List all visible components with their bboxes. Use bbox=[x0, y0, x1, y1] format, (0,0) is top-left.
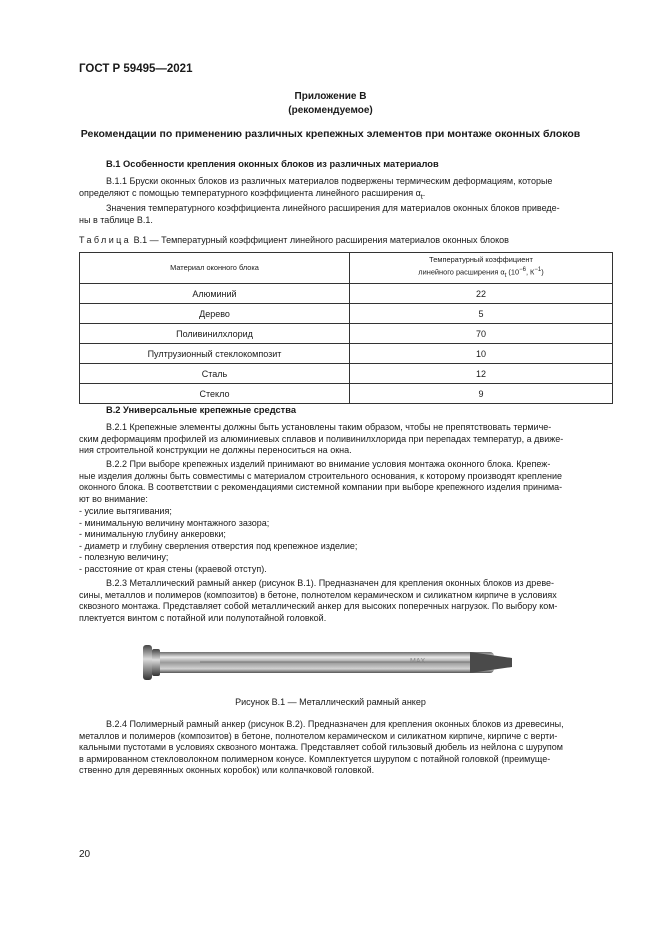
header-text: ) bbox=[541, 267, 544, 277]
material-cell: Сталь bbox=[80, 364, 350, 384]
text-line: ные изделия должны быть совместимы с материалом строительного основания, к которому производят крепление bbox=[79, 470, 563, 481]
value-cell: 70 bbox=[350, 324, 613, 344]
list-item: - минимальную величину монтажного зазора; bbox=[79, 517, 270, 528]
page-number: 20 bbox=[79, 849, 91, 860]
header-text: линейного расширения α bbox=[418, 267, 505, 277]
text-segment: определяют с помощью температурного коэффициента линейного расширения α bbox=[79, 187, 421, 198]
value-cell: 10 bbox=[350, 344, 613, 364]
paragraph-b2-1 bbox=[79, 422, 614, 457]
table-row bbox=[80, 304, 613, 324]
list-item: - полезную величину; bbox=[79, 552, 169, 563]
alpha-subscript: t bbox=[420, 193, 423, 201]
anchor-engraving: MAX bbox=[410, 658, 426, 665]
figure-caption: Рисунок В.1 — Металлический рамный анкер bbox=[235, 697, 426, 707]
material-cell: Алюминий bbox=[80, 284, 350, 304]
table-caption-text: В.1 — Температурный коэффициент линейного расширения материалов оконных блоков bbox=[133, 235, 509, 245]
annex-title bbox=[0, 90, 661, 118]
value-cell: 12 bbox=[350, 364, 613, 384]
list-item: - минимальную глубину анкеровки; bbox=[79, 529, 226, 540]
text-line: Значения температурного коэффициента линейного расширения для материалов оконных блоков приведе- bbox=[106, 202, 560, 213]
text-line: ют во внимание: bbox=[79, 493, 148, 504]
table-row bbox=[80, 384, 613, 404]
header-line: Температурный коэффициент bbox=[429, 255, 533, 265]
text-line: В.2.2 При выборе крепежных изделий принимают во внимание условия монтажа оконного блока. Крепеж- bbox=[106, 459, 551, 469]
text-line: В.2.3 Металлический рамный анкер (рисунок В.1). Предназначен для крепления оконных блоков из древе- bbox=[106, 578, 555, 588]
material-cell: Пултрузионный стеклокомпозит bbox=[80, 344, 350, 364]
paragraph-b2-2 bbox=[79, 459, 614, 505]
table-header-row bbox=[80, 253, 613, 284]
list-item: - усилие вытягивания; bbox=[79, 506, 172, 516]
table-label: Таблица bbox=[79, 235, 132, 245]
paragraph-b2-3 bbox=[79, 578, 614, 624]
coefficient-column-header bbox=[350, 253, 613, 284]
table-row bbox=[80, 284, 613, 304]
value-cell: 22 bbox=[350, 284, 613, 304]
text-line: плектуется винтом с потайной или полупотайной головкой. bbox=[79, 612, 327, 623]
anchor-head bbox=[143, 645, 152, 680]
section-b2-heading: В.2 Универсальные крепежные средства bbox=[106, 405, 296, 415]
text-line bbox=[79, 188, 614, 203]
text-line: в армированном стекловолокном полимерном конусе. Комплектуется шурупом с потайной головкой (преимуще- bbox=[79, 753, 551, 764]
text-line: В.1.1 Бруски оконных блоков из различных материалов подвержены термическим деформациям, которые bbox=[106, 176, 553, 186]
header-superscript: −6 bbox=[519, 267, 526, 274]
table-row bbox=[80, 364, 613, 384]
text-line: ны в таблице В.1. bbox=[79, 214, 153, 225]
table-caption bbox=[79, 235, 509, 245]
material-cell: Дерево bbox=[80, 304, 350, 324]
material-cell: Стекло bbox=[80, 384, 350, 404]
annex-label: Приложение В bbox=[294, 91, 367, 102]
text-line: В.2.4 Полимерный рамный анкер (рисунок В.2). Предназначен для крепления оконных блоков из древесины, bbox=[106, 719, 564, 729]
paragraph-b1-1 bbox=[79, 176, 614, 226]
value-cell: 9 bbox=[350, 384, 613, 404]
text-line: металлов и полимеров (композитов) в бетоне, полнотелом керамическом и силикатном кирпиче, кирпиче с верти- bbox=[79, 730, 558, 741]
list-item: - расстояние от края стены (краевой отступ). bbox=[79, 563, 267, 574]
anchor-tip bbox=[470, 652, 512, 673]
text-line: ским деформациям профилей из алюминиевых сплавов и поливинилхлорида при перепадах температур, а движе- bbox=[79, 433, 564, 444]
text-segment: . bbox=[422, 187, 426, 198]
header-text: , К bbox=[525, 267, 535, 277]
text-line: ния строительной конструкции не должны переноситься на окна. bbox=[79, 445, 352, 456]
text-line: сины, металлов и полимеров (композитов) в бетоне, полнотелом керамическом и силикатном кирпиче в условиях bbox=[79, 589, 557, 600]
table-row bbox=[80, 344, 613, 364]
selection-criteria-list bbox=[79, 506, 614, 576]
frame-anchor-figure bbox=[140, 640, 520, 686]
paragraph-b2-4 bbox=[79, 719, 614, 777]
text-line: кальными пустотами в условиях сквозного монтажа. Представляет собой гильзовый дюбель из нейлона с шурупом bbox=[79, 742, 563, 753]
value-cell: 5 bbox=[350, 304, 613, 324]
text-line: В.2.1 Крепежные элементы должны быть установлены таким образом, чтобы не препятствовать термиче- bbox=[106, 422, 552, 432]
expansion-coefficient-table bbox=[79, 252, 613, 404]
header-subscript: t bbox=[504, 272, 507, 279]
material-cell: Поливинилхлорид bbox=[80, 324, 350, 344]
annex-status: (рекомендуемое) bbox=[288, 105, 373, 116]
material-column-header: Материал оконного блока bbox=[80, 253, 350, 284]
text-line: оконного блока. В соответствии с рекомендациями системной компании при выборе крепежного изделия принима- bbox=[79, 482, 563, 493]
header-text: (10 bbox=[506, 267, 520, 277]
table-row bbox=[80, 324, 613, 344]
standard-header: ГОСТ Р 59495—2021 bbox=[79, 63, 193, 75]
anchor-collar bbox=[152, 649, 160, 676]
text-line: ственно для деревянных оконных коробок) или колпачковой головкой. bbox=[79, 765, 375, 776]
text-line: сквозного монтажа. Представляет собой металлический анкер для высоких поперечных нагрузок. По выбору ком- bbox=[79, 601, 558, 612]
header-line bbox=[350, 265, 612, 281]
recommendation-title: Рекомендации по применению различных крепежных элементов при монтаже оконных блоков bbox=[80, 128, 581, 140]
list-item: - диаметр и глубину сверления отверстия под крепежное изделие; bbox=[79, 540, 358, 551]
header-superscript: −1 bbox=[534, 267, 542, 274]
section-b1-heading: В.1 Особенности крепления оконных блоков из различных материалов bbox=[106, 159, 439, 169]
